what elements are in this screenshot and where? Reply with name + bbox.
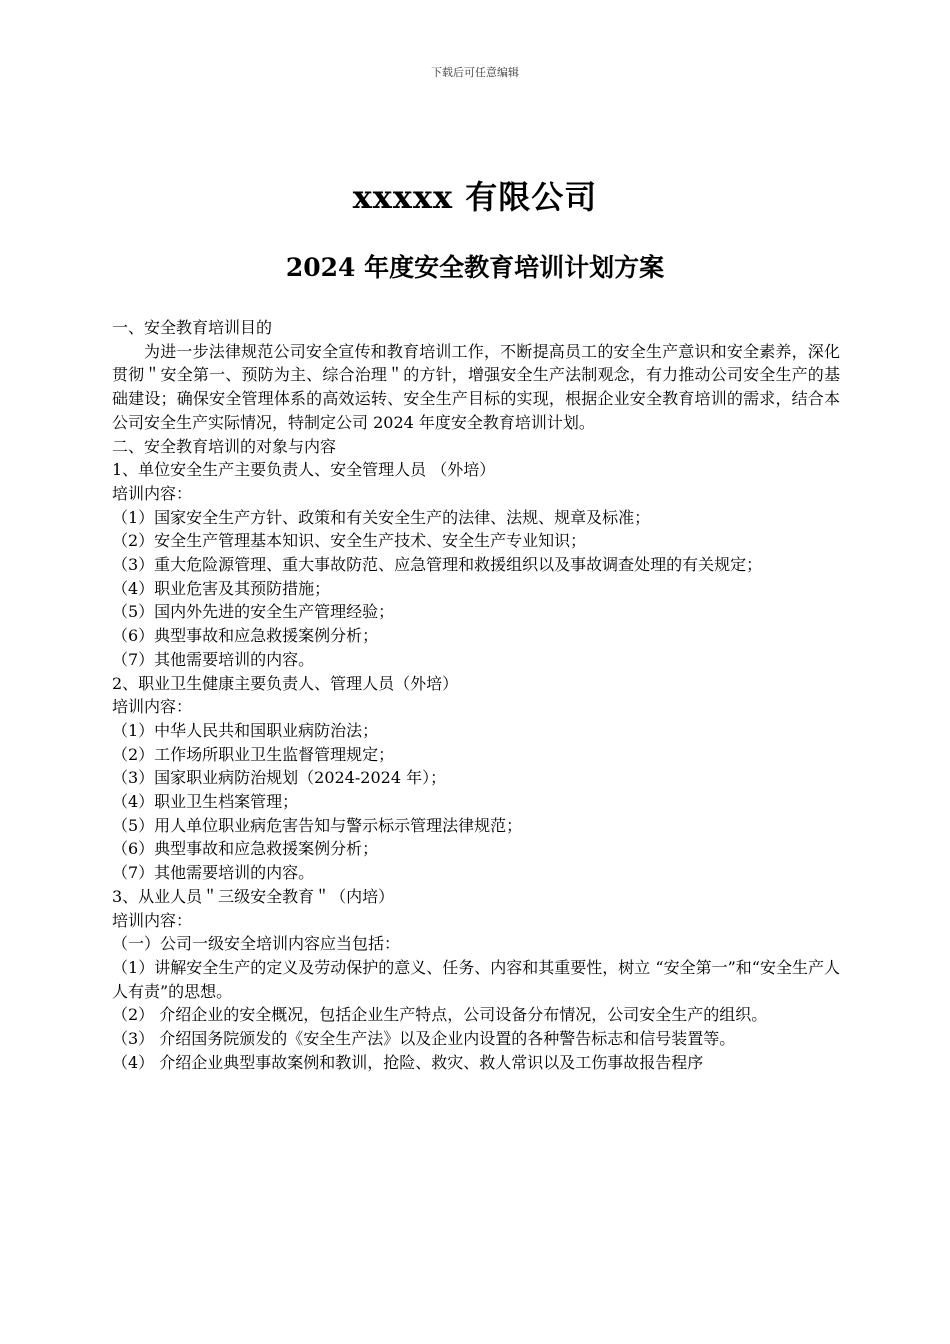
list-item: （3） 介绍国务院颁发的《安全生产法》以及企业内设置的各种警告标志和信号装置等。 [112,1029,736,1049]
list-item: （7）其他需要培训的内容。 [112,649,315,669]
list-item: （2）安全生产管理基本知识、安全生产技术、安全生产专业知识； [112,531,587,551]
list-item: （5）用人单位职业病危害告知与警示标示管理法律规范； [112,815,523,835]
list-item: （6）典型事故和应急救援案例分析； [112,839,379,859]
document-body [112,316,840,1075]
list-item: （4）职业卫生档案管理； [112,792,299,812]
subsection-heading: 3、从业人员＂三级安全教育＂（内培） [112,886,395,906]
list-item: （1）中华人民共和国职业病防治法； [112,720,379,740]
list-item: （3）重大危险源管理、重大事故防范、应急管理和救援组织以及事故调查处理的有关规定； [112,555,763,575]
section-heading: 二、安全教育培训的对象与内容 [112,436,337,456]
list-item: （2） 介绍企业的安全概况，包括企业生产特点，公司设备分布情况，公司安全生产的组织。 [112,1005,768,1025]
list-item: （1）国家安全生产方针、政策和有关安全生产的法律、法规、规章及标准； [112,507,651,527]
list-item: （1）讲解安全生产的定义及劳动保护的意义、任务、内容和其重要性，树立 “安全第一”和“安全生产人人有责”的思想。 [112,957,840,1001]
list-item: （7）其他需要培训的内容。 [112,863,315,883]
section-heading: 一、安全教育培训目的 [112,318,273,337]
subsection-heading: 1、单位安全生产主要负责人、安全管理人员 （外培） [112,460,496,480]
label: 培训内容： [112,697,193,717]
list-item: （2）工作场所职业卫生监督管理规定； [112,744,395,764]
subsection-heading: 2、职业卫生健康主要负责人、管理人员（外培） [112,673,459,693]
document-title: xxxxx 有限公司 [352,178,598,216]
label: 培训内容： [112,910,193,930]
label: 培训内容： [112,483,193,503]
list-item: （5）国内外先进的安全生产管理经验； [112,602,395,622]
list-item: （4）职业危害及其预防措施； [112,578,331,598]
list-item: （3）国家职业病防治规划（2024-2024 年）； [112,768,447,788]
list-item: （4） 介绍企业典型事故案例和教训，抢险、救灾、救人常识以及工伤事故报告程序 [112,1052,704,1072]
document-subtitle: 2024 年度安全教育培训计划方案 [285,253,665,282]
paragraph: 为进一步法律规范公司安全宣传和教育培训工作，不断提高员工的安全生产意识和安全素养，深化贯彻＂安全第一、预防为主、综合治理＂的方针，增强安全生产法制观念，有力推动公司安全生产的基础建设；确保安全管理体系的高效运转、安全生产目标的实现，根据企业安全教育培训的需求，结合本公司安全生产实际情况，特制定公司 2024 年度安全教育培训计划。 [112,341,840,432]
list-heading: （一）公司一级安全培训内容应当包括： [112,934,401,954]
list-item: （6）典型事故和应急救援案例分析； [112,626,379,646]
header-note: 下载后可任意编辑 [431,66,519,79]
